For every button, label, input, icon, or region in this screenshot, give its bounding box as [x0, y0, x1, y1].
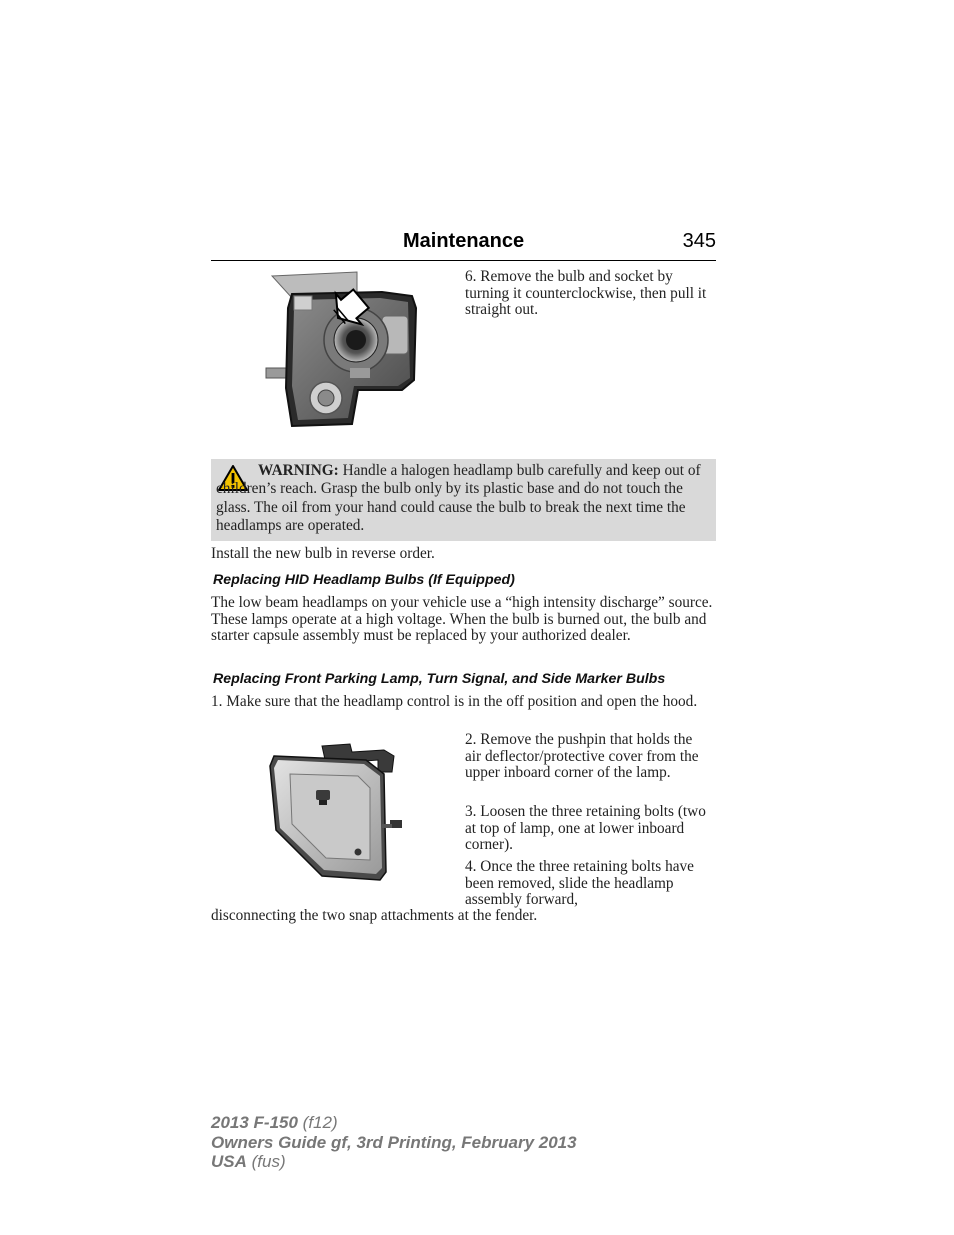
install-text: Install the new bulb in reverse order.	[211, 545, 435, 562]
step-1-text: 1. Make sure that the headlamp control is in the off position and open the hood.	[211, 693, 698, 710]
page-number: 345	[682, 230, 716, 252]
hid-paragraph: The low beam headlamps on your vehicle use a “high intensity discharge” source. These lamps operate at a high voltage. When the bulb is burned out, the bulb and starter capsule assembly must be replaced by your authorized dealer.	[211, 594, 713, 645]
warning-label: WARNING:	[258, 462, 339, 479]
page-footer	[211, 1113, 577, 1172]
step-2-text: 2. Remove the pushpin that holds the air deflector/protective cover from the upper inboard corner of the lamp.	[465, 731, 699, 782]
page-header	[211, 228, 716, 261]
front-lamp-heading: Replacing Front Parking Lamp, Turn Signal, and Side Marker Bulbs	[213, 671, 666, 687]
step-4-continued-text: disconnecting the two snap attachments at the fender.	[211, 907, 538, 924]
section-title: Maintenance	[403, 230, 525, 252]
warning-box	[211, 459, 716, 541]
warning-body: Handle a halogen headlamp bulb carefully and keep out of children’s reach. Grasp the bulb only by its plastic base and do not touch the glass. The oil from your hand could cause the bulb to break the next time the headlamps are operated.	[216, 462, 701, 534]
step-4-text: 4. Once the three retaining bolts have been removed, slide the headlamp assembly forward,	[465, 858, 694, 909]
step-6-text: 6. Remove the bulb and socket by turning it counterclockwise, then pull it straight out.	[465, 268, 707, 319]
footer-line-3: USA (fus)	[211, 1152, 286, 1171]
footer-line-2: Owners Guide gf, 3rd Printing, February 2013	[211, 1132, 577, 1152]
warning-text	[216, 462, 709, 535]
headlamp-socket-illustration	[262, 268, 422, 432]
step-3-text: 3. Loosen the three retaining bolts (two at top of lamp, one at lower inboard corner).	[465, 803, 706, 854]
footer-line-1: 2013 F-150 (f12)	[211, 1113, 338, 1132]
headlamp-assembly-illustration	[266, 742, 410, 884]
hid-heading: Replacing HID Headlamp Bulbs (If Equipped)	[213, 572, 515, 588]
